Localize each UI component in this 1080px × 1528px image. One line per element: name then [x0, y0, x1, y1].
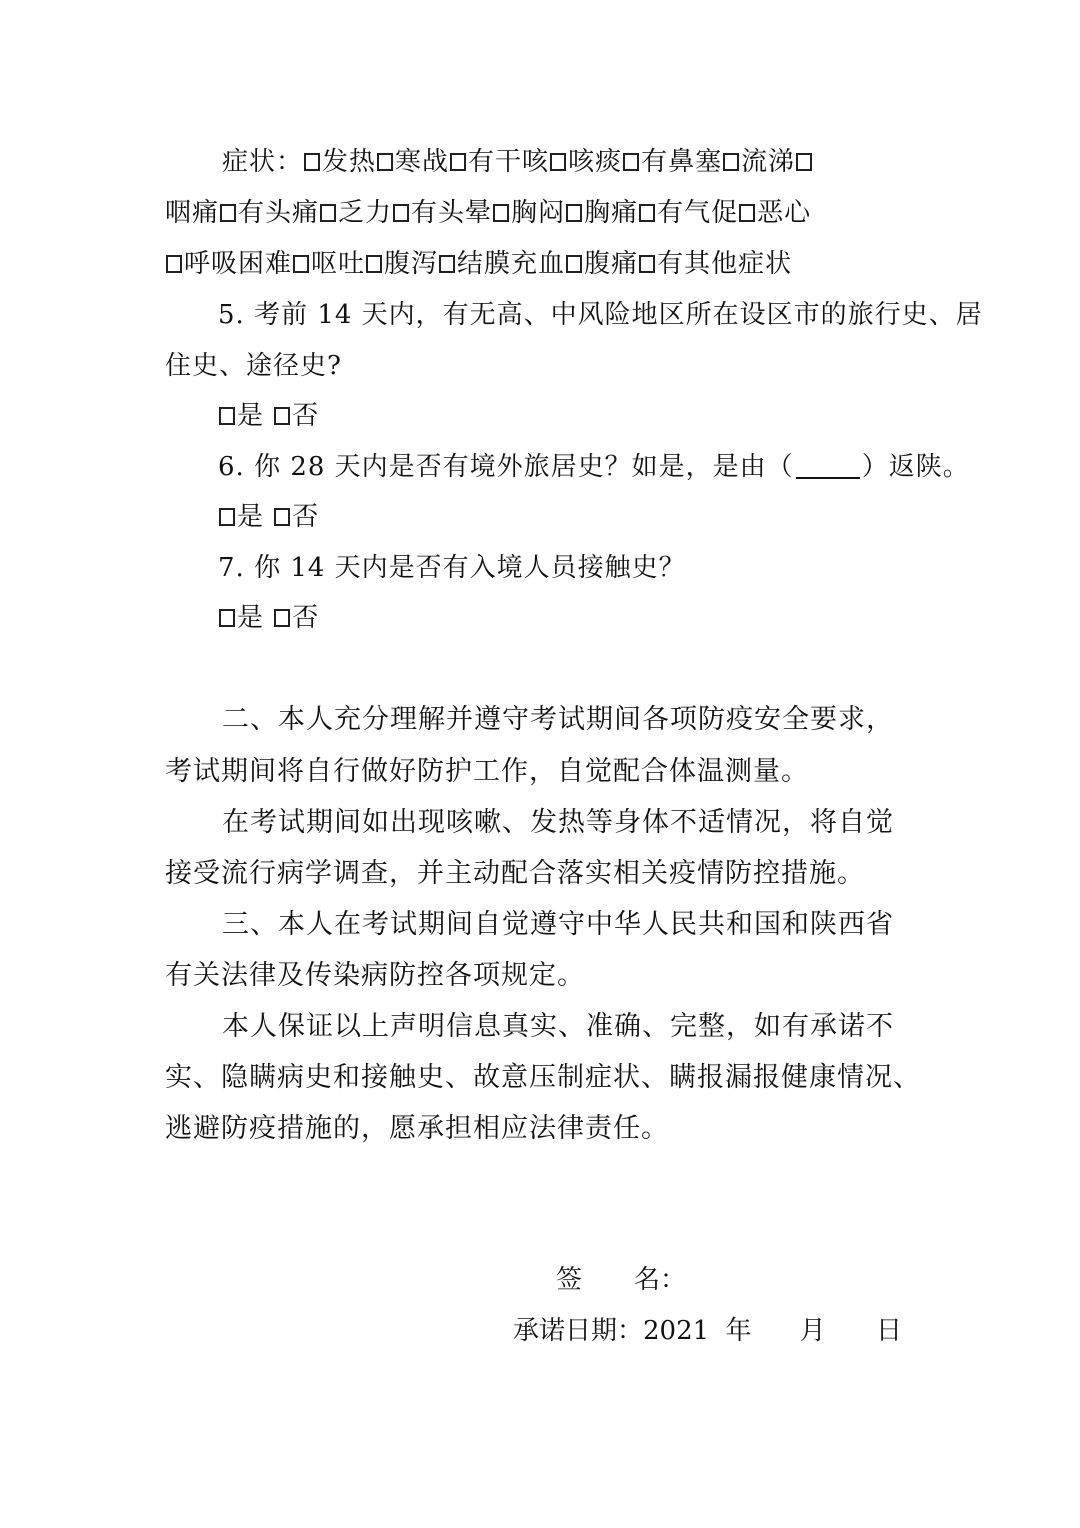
symptom-option: 恶心 [757, 198, 812, 228]
checkbox[interactable] [723, 153, 739, 171]
symptom-option: 咽痛 [165, 198, 220, 228]
section-3-line-2: 有关法律及传染病防控各项规定。 [165, 960, 585, 991]
symptoms-line-3 [165, 247, 792, 281]
signature-label: 签 名： [556, 1265, 687, 1295]
month-unit: 月 [799, 1316, 826, 1346]
question-7-answer [218, 601, 319, 635]
checkbox[interactable] [220, 204, 236, 222]
symptom-option: 结膜充血 [457, 249, 566, 279]
fill-in-blank[interactable] [796, 451, 860, 479]
section-2-line-1: 二、本人充分理解并遵守考试期间各项防疫安全要求， [222, 704, 894, 735]
checkbox[interactable] [293, 255, 309, 273]
checkbox[interactable] [166, 255, 182, 273]
symptom-option: 腹痛 [584, 249, 639, 279]
checkbox[interactable] [639, 204, 655, 222]
paragraph-2-line-2: 接受流行病学调查，并主动配合落实相关疫情防控措施。 [165, 858, 865, 889]
no-label: 否 [292, 603, 320, 633]
symptom-option: 腹泻 [384, 249, 439, 279]
checkbox[interactable] [304, 153, 320, 171]
symptom-option: 发热 [322, 147, 377, 177]
commitment-date [513, 1314, 902, 1348]
checkbox[interactable] [393, 204, 409, 222]
paragraph-3-line-3: 逃避防疫措施的，愿承担相应法律责任。 [165, 1113, 669, 1144]
date-year: 2021 [643, 1316, 710, 1346]
checkbox[interactable] [796, 153, 812, 171]
checkbox[interactable] [493, 204, 509, 222]
question-6 [218, 450, 970, 484]
symptoms-label: 症状： [222, 147, 304, 177]
checkbox[interactable] [450, 153, 466, 171]
question-6-text: 6. 你 28 天内是否有境外旅居史？如是，是由（ [218, 452, 794, 482]
yes-label: 是 [237, 401, 265, 431]
symptom-option: 有头晕 [411, 198, 493, 228]
section-2-line-2: 考试期间将自行做好防护工作，自觉配合体温测量。 [165, 756, 809, 787]
checkbox[interactable] [639, 255, 655, 273]
no-label: 否 [292, 502, 320, 532]
symptom-option: 有鼻塞 [641, 147, 723, 177]
checkbox[interactable] [377, 153, 393, 171]
yes-label: 是 [237, 502, 265, 532]
yes-label: 是 [237, 603, 265, 633]
checkbox[interactable] [566, 204, 582, 222]
checkbox[interactable] [623, 153, 639, 171]
symptom-option: 呼吸困难 [184, 249, 293, 279]
symptom-option: 流涕 [741, 147, 796, 177]
checkbox[interactable] [566, 255, 582, 273]
yes-checkbox[interactable] [219, 609, 235, 627]
symptom-option: 有干咳 [468, 147, 550, 177]
section-3-line-1: 三、本人在考试期间自觉遵守中华人民共和国和陕西省 [222, 909, 894, 940]
symptom-option: 有头痛 [238, 198, 320, 228]
symptom-option: 胸闷 [511, 198, 566, 228]
checkbox[interactable] [739, 204, 755, 222]
question-7: 7. 你 14 天内是否有入境人员接触史？ [218, 553, 686, 583]
question-5-answer [218, 399, 319, 433]
no-label: 否 [292, 401, 320, 431]
question-6-answer [218, 500, 319, 534]
year-unit: 年 [725, 1316, 752, 1346]
checkbox[interactable] [320, 204, 336, 222]
question-5-line-2: 住史、途径史? [165, 351, 342, 381]
symptom-option: 寒战 [395, 147, 450, 177]
symptom-option: 咳痰 [568, 147, 623, 177]
symptom-option: 呕吐 [311, 249, 366, 279]
yes-checkbox[interactable] [219, 508, 235, 526]
checkbox[interactable] [550, 153, 566, 171]
symptom-option: 有气促 [657, 198, 739, 228]
no-checkbox[interactable] [274, 508, 290, 526]
checkbox[interactable] [366, 255, 382, 273]
symptom-option: 乏力 [338, 198, 393, 228]
no-checkbox[interactable] [274, 407, 290, 425]
symptom-option: 胸痛 [584, 198, 639, 228]
question-5-line-1: 5. 考前 14 天内，有无高、中风险地区所在设区市的旅行史、居 [218, 300, 983, 330]
no-checkbox[interactable] [274, 609, 290, 627]
date-label: 承诺日期： [513, 1316, 644, 1346]
yes-checkbox[interactable] [219, 407, 235, 425]
symptoms-line-2 [165, 196, 811, 230]
symptoms-line-1 [222, 145, 814, 179]
day-unit: 日 [876, 1316, 903, 1346]
checkbox[interactable] [439, 255, 455, 273]
paragraph-3-line-1: 本人保证以上声明信息真实、准确、完整，如有承诺不 [222, 1011, 894, 1042]
symptom-option: 有其他症状 [657, 249, 793, 279]
paragraph-2-line-1: 在考试期间如出现咳嗽、发热等身体不适情况，将自觉 [222, 807, 894, 838]
question-6-suffix: ）返陕。 [861, 452, 970, 482]
paragraph-3-line-2: 实、隐瞒病史和接触史、故意压制症状、瞒报漏报健康情况、 [165, 1062, 921, 1093]
